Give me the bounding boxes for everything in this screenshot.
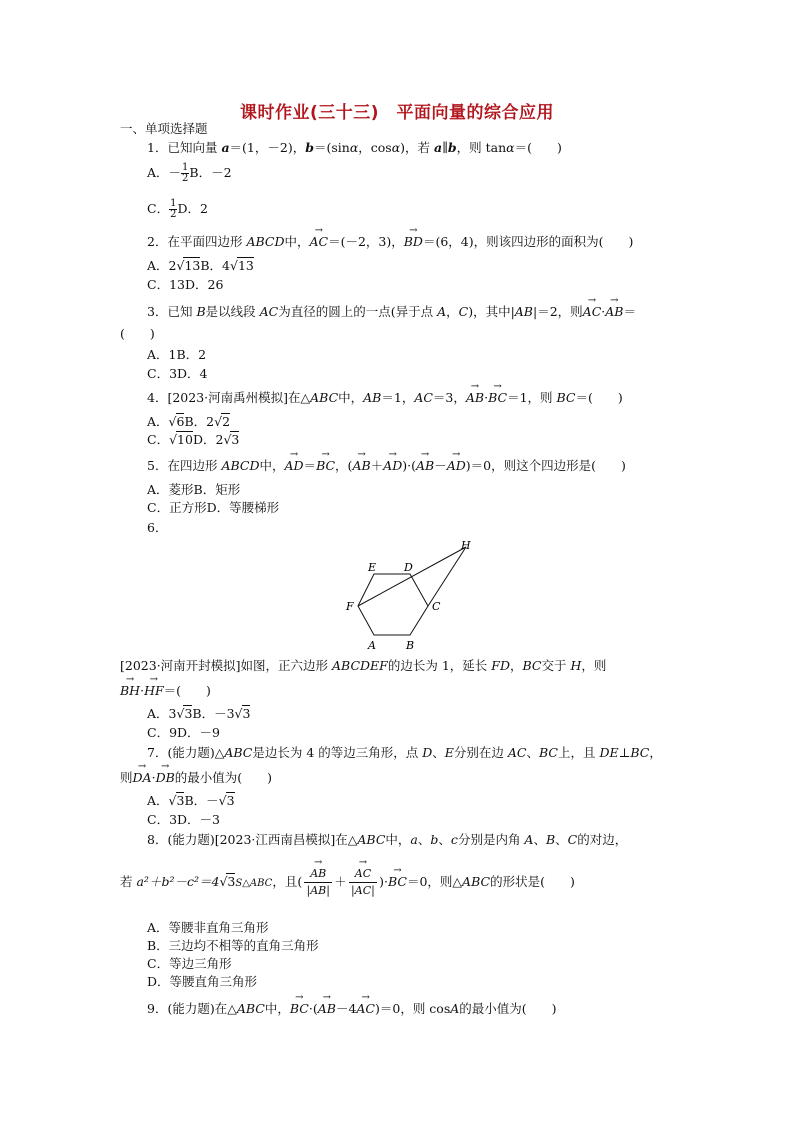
- page-title: 课时作业(三十三) 平面向量的综合应用: [239, 103, 555, 123]
- question-6: [2023·河南开封模拟]如图，正六边形 ABCDEF的边长为 1，延长 FD，BC交于 H，则: [120, 658, 607, 673]
- question-7-options-cd: C．3D．－3: [147, 812, 221, 827]
- question-5-options-cd: C．正方形D．等腰梯形: [147, 500, 280, 515]
- question-7-line2: 则→ DA·→ DB的最小值为( ): [120, 770, 272, 786]
- hexagon: [358, 574, 428, 635]
- question-4-options-cd: C．√10D．2√3: [147, 432, 240, 447]
- label-h: H: [461, 539, 471, 552]
- question-3-options-cd: C．3D．4: [147, 366, 208, 381]
- question-8-option-d: D．等腰直角三角形: [147, 974, 258, 989]
- question-1: 1．已知向量 a＝(1，－2)，b＝(sinα，cosα)，若 a∥b，则 tanα＝( ): [147, 140, 562, 155]
- question-4: 4．[2023·河南禹州模拟]在△ABC中，AB＝1，AC＝3，→ AB·→ BC＝1，则 BC＝( ): [147, 390, 623, 406]
- question-5-options-ab: A．菱形B．矩形: [147, 482, 241, 497]
- question-4-options-ab: A．√6B．2√2: [147, 414, 231, 429]
- question-3-options-ab: A．1B．2: [147, 347, 207, 362]
- question-6-number: 6．: [147, 520, 168, 535]
- question-8-option-c: C．等边三角形: [147, 956, 232, 971]
- question-1-options-cd: C． $\frac{1}{2}$ D．2: [147, 198, 208, 220]
- question-7-options-ab: A．√3B．－√3: [147, 793, 235, 808]
- question-9: 9．(能力题)在△ABC中，→ BC·(→ AB－4→ AC)＝0，则 cosA的最小值为( ): [147, 1001, 557, 1017]
- line-bc-extended: [428, 547, 466, 606]
- question-1-options-ab: A．－ $\frac{1}{2}$ B．－2: [147, 162, 232, 184]
- label-c: C: [432, 600, 441, 613]
- section-heading: 一、单项选择题: [120, 121, 208, 136]
- question-6-line2: → BH·→ HF＝( ): [120, 683, 211, 699]
- question-2-options-ab: A．2√13B．4√13: [147, 258, 254, 273]
- question-8: 8．(能力题)[2023·江西南昌模拟]在△ABC中，a、b、c分别是内角 A、B、C的对边，: [147, 832, 628, 847]
- label-b: B: [406, 639, 415, 652]
- question-6-options-cd: C．9D．－9: [147, 725, 221, 740]
- label-e: E: [368, 561, 377, 574]
- question-5: 5．在四边形 ABCD中，→ AD＝→ BC，(→ AB＋→ AD)·(→ AB－→ AD)＝0，则这个四边形是( ): [147, 458, 626, 474]
- question-2: 2．在平面四边形 ABCD中，→ AC＝(－2，3)，→ BD＝(6，4)，则该四边形的面积为( ): [147, 234, 633, 250]
- question-8-option-a: A．等腰非直角三角形: [147, 920, 269, 935]
- question-8-line2: 若 a²＋b²－c²＝4√3S△ABC，且( → $\frac{AB}{|AB|}$ ＋ → $\frac{AC}{|AC|}$ )·→ BC＝0，则△ABC的形状是( ): [120, 866, 575, 899]
- label-f: F: [346, 600, 354, 613]
- hexagon-figure: [340, 536, 485, 654]
- label-a: A: [368, 639, 376, 652]
- question-7: 7．(能力题)△ABC是边长为 4 的等边三角形，点 D、E分别在边 AC、BC上，且 DE⊥BC，: [147, 745, 662, 760]
- question-2-options-cd: C．13D．26: [147, 277, 224, 292]
- question-6-options-ab: A．3√3B．－3√3: [147, 706, 251, 721]
- label-d: D: [404, 561, 413, 574]
- question-8-option-b: B．三边均不相等的直角三角形: [147, 938, 319, 953]
- question-3-blank: ( ): [120, 326, 155, 341]
- question-3: 3．已知 B是以线段 AC为直径的圆上的一点(异于点 A，C)，其中|AB|＝2，则→ AC·→ AB＝: [147, 304, 636, 320]
- line-fd-extended: [358, 547, 466, 606]
